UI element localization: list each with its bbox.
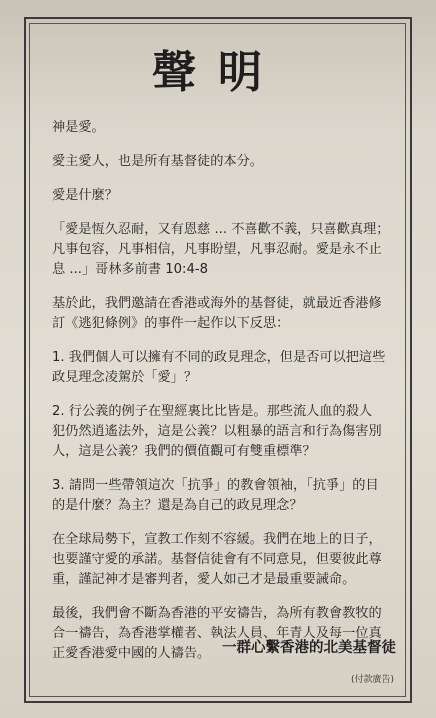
reflection-point-1 [52,348,396,388]
reflection-point-3 [52,476,396,516]
line: 訂《逃犯條例》的事件一起作以下反思： [52,316,290,331]
line: 基於此，我們邀請在香港或海外的基督徒，就最近香港修 [52,296,382,311]
line: 「愛是恆久忍耐，又有恩慈 ... 不喜歡不義，只喜歡真理； [52,222,390,237]
scripture-quote [52,220,396,280]
line: 正愛香港愛中國的人禱告。 [52,646,211,661]
line: 犯仍然逍遙法外，這是公義？以粗暴的語言和行為傷害別 [52,424,382,439]
line: 愛是什麼？ [52,188,118,203]
line: 的是什麼？為主？還是為自己的政見理念？ [52,498,303,513]
line: 重，謹記神才是審判者，愛人如己才是最重要誡命。 [52,572,356,587]
line: 最後，我們會不斷為香港的平安禱告，為所有教會教牧的 [52,606,382,621]
line: 愛主愛人，也是所有基督徒的本分。 [52,154,263,169]
paragraph-2 [52,152,396,172]
line: 1. 我們個人可以擁有不同的政見理念，但是否可以把這些 [52,350,386,365]
statement-body [52,118,396,678]
line: 凡事包容，凡事相信，凡事盼望，凡事忍耐。愛是永不止 [52,242,382,257]
line: 息 ...」哥林多前書 10:4-8 [52,262,209,277]
line: 合一禱告，為香港掌權者、執法人員、年青人及每一位真 [52,626,382,641]
line: 人，這是公義？我們的價值觀可有雙重標準？ [52,444,316,459]
line: 神是愛。 [52,120,105,135]
line: 3. 請問一些帶領這次「抗爭」的教會領袖，「抗爭」的目 [52,478,379,493]
paragraph-1 [52,118,396,138]
statement-title: 聲明 [152,47,284,98]
line: 在全球局勢下，宣教工作刻不容緩。我們在地上的日子， [52,532,382,547]
paragraph-mission [52,530,396,590]
signature: 一群心繫香港的北美基督徒 [222,640,396,656]
line: 政見理念凌駕於「愛」？ [52,370,198,385]
reflection-point-2 [52,402,396,462]
paid-ad-note: (付款廣告) [350,675,394,685]
paragraph-3 [52,186,396,206]
paragraph-invitation [52,294,396,334]
line: 也要謹守愛的承諾。基督信徒會有不同意見，但要彼此尊 [52,552,382,567]
line: 2. 行公義的例子在聖經裏比比皆是。那些流人血的殺人 [52,404,373,419]
